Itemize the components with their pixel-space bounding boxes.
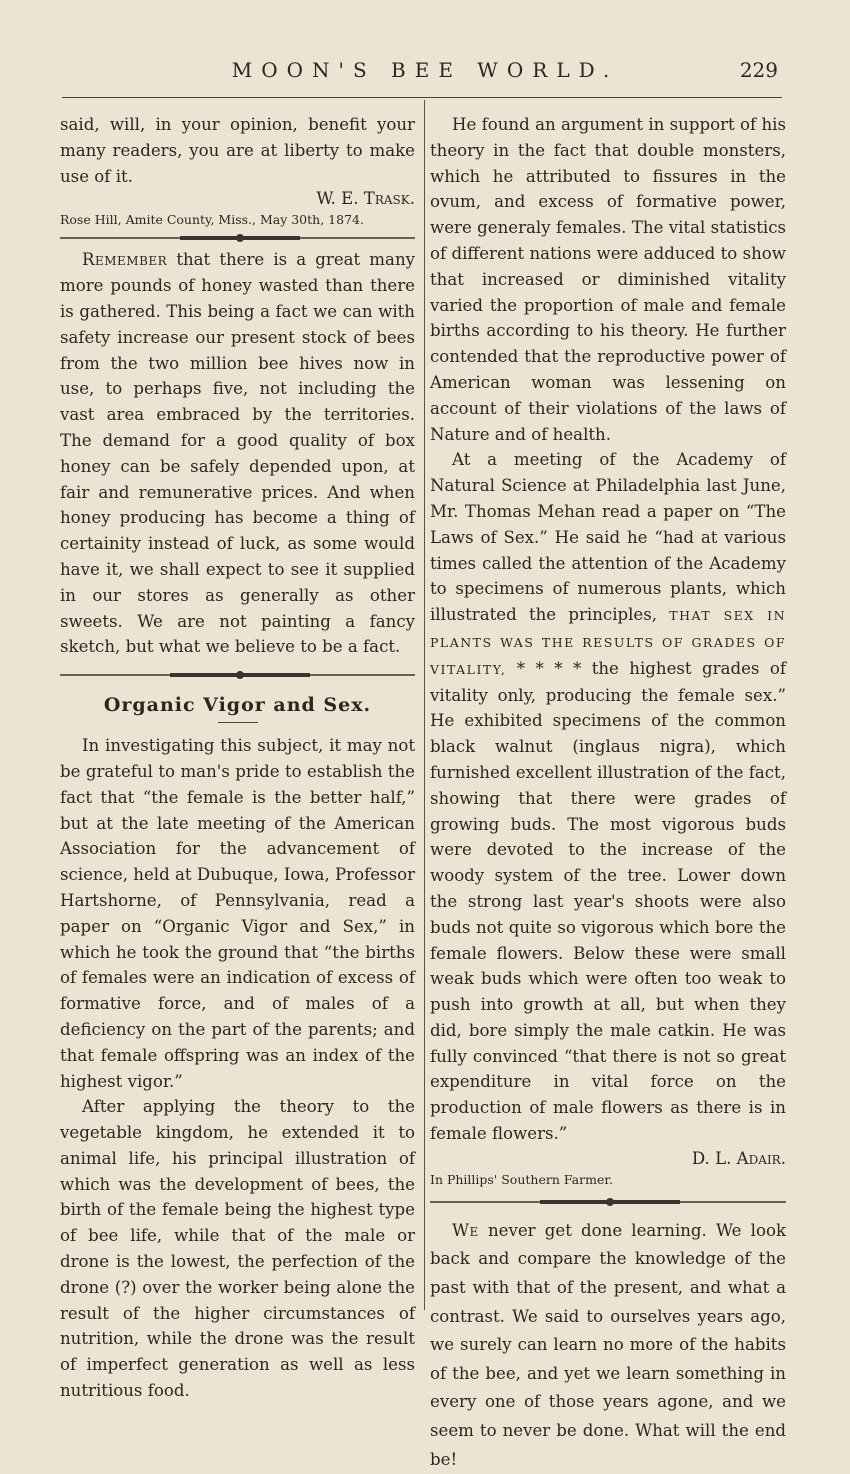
running-head	[0, 58, 850, 88]
paragraph-4-part-a: At a meeting of the Academy of Natural Science at Philadelphia last June, Mr. Thomas Mehan read a paper on “The Laws of Sex.” He said he “had at various times called the attention of the Academy to specimens of numerous plants, which illustrated the principles,	[430, 450, 786, 625]
remember-lead-word: Remember	[82, 250, 168, 270]
running-title: MOON'S BEE WORLD.	[231, 58, 619, 82]
learning-lead-word: We	[452, 1220, 479, 1240]
letter-dateline: Rose Hill, Amite County, Miss., May 30th, 1874.	[60, 212, 364, 228]
remember-body: that there is a great many more pounds of honey wasted than there is gathered. This being a fact we can with safety increase our present stock of bees from the two million bee hives now in use, to perhaps five, not including the vast area embraced by the territories. The demand for a good quality of box honey can be safely depended upon, at fair and remunerative prices. And when honey producing has become a thing of certainity instead of luck, as some would have it, we shall expect to see it supplied in our stores as generally as other sweets. We are not painting a fancy sketch, but what we believe to be a fact.	[60, 250, 415, 657]
remember-paragraph	[60, 247, 415, 660]
article-paragraph-1: In investigating this subject, it may not be grateful to man's pride to establish the fact that “the female is the better half,” but at the late meeting of the American Association for the advancement of science, held at Dubuque, Iowa, Professor Hartshorne, of Pennsylvania, read a paper on “Organic Vigor and Sex,” in which he took the ground that “the births of females were an indication of excess of formative force, and of males of a deficiency on the part of the parents; and that female offspring was an index of the highest vigor.”	[60, 736, 416, 1091]
heading-rule	[218, 722, 258, 723]
article-paragraph-2: After applying the theory to the vegetable kingdom, he extended it to animal life, his principal illustration of which was the development of bees, the birth of the female being the highest type of bee life, while that of the male or drone is the lowest, the perfection of the drone (?) over the worker being alone the result of the higher circumstances of nutrition, while the drone was the result of imperfect generation as well as less nutritious food.	[60, 1097, 415, 1401]
learning-body: never get done learning. We look back and compare the knowledge of the past with that of the present, and what a contrast. We said to ourselves years ago, we surely can learn no more of the habits of the bee, and yet we learn something in every one of those years agone, and we seem to never be done. What will the end be!	[430, 1220, 786, 1469]
left-column	[60, 112, 415, 1404]
article-paragraph-3: He found an argument in support of his theory in the fact that double monsters, which he attributed to fissures in the ovum, and excess of formative power, were generaly females. The vital statistics of different nations were adduced to show that increased or diminished vitality varied the proportion of male and female births according to his theory. He further contended that the reproductive power of American woman was lessening on account of their violations of the laws of Nature and of health.	[430, 115, 786, 444]
letter-signature: W. E. Trask.	[316, 189, 415, 209]
learning-paragraph	[430, 1217, 786, 1474]
page-number: 229	[739, 58, 778, 82]
ornamental-divider	[430, 1197, 786, 1207]
ornamental-divider	[60, 670, 415, 680]
letter-closing-paragraph: said, will, in your opinion, benefit your many readers, you are at liberty to make use of it.	[60, 115, 415, 186]
column-divider	[424, 100, 425, 1310]
article-source: In Phillips' Southern Farmer.	[430, 1171, 613, 1187]
paragraph-4-part-b: the highest grades of vitality only, producing the female sex.” He exhibited specimens of the common black walnut (inglaus nigra), which furnished excellent illustration of the fact, showing that there were grades of growing buds. The most vigorous buds were devoted to the increase of the woody system of the tree. Lower down the strong last year's shoots were also buds not quite so vigorous which bore the female flowers. Below these were small weak buds which were often too weak to push into growth at all, but when they did, bore simply the male catkin. He was fully convinced “that there is not so great expenditure in vital force on the production of male flowers as there is in female flowers.”	[430, 658, 786, 1144]
article-paragraph-4	[430, 447, 786, 1147]
paragraph-4-stars: * * * *	[516, 658, 582, 678]
ornamental-divider	[60, 233, 415, 243]
article-signature: D. L. Adair.	[691, 1148, 786, 1168]
paragraph-4-small-caps: THAT SEX IN PLANTS WAS THE RESULTS OF GRADES OF VITALITY,	[430, 608, 787, 677]
header-rule	[62, 97, 782, 98]
right-column	[430, 112, 786, 1474]
article-heading: Organic Vigor and Sex.	[103, 694, 372, 717]
